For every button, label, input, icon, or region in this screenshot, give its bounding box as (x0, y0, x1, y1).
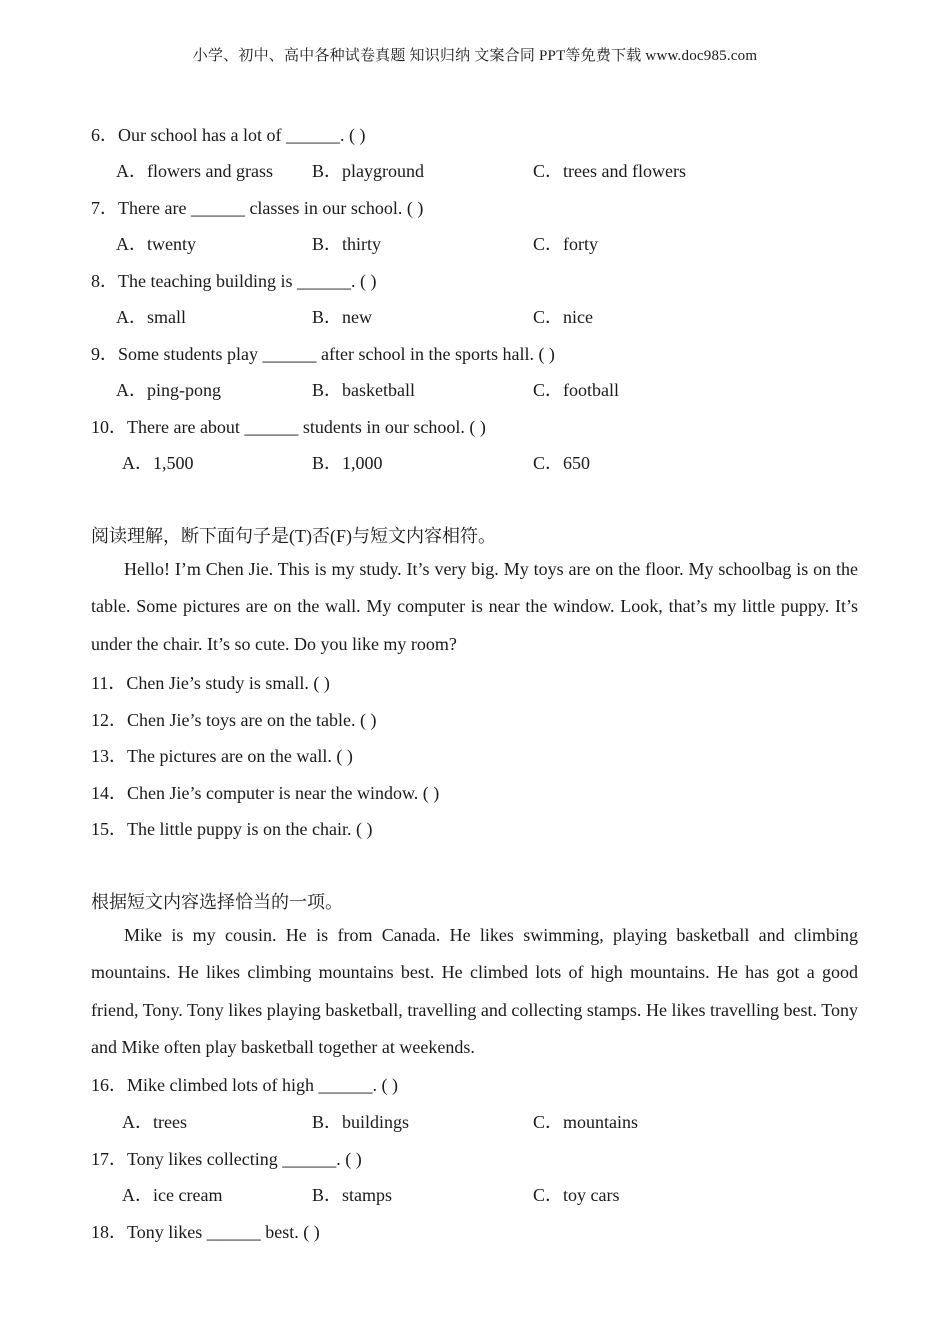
option-17a: A．ice cream (122, 1185, 223, 1205)
option-7b: B．thirty (312, 234, 382, 254)
option-8c: C．nice (533, 307, 593, 327)
section-instruction-choice: 根据短文内容选择恰当的一项。 (91, 892, 343, 912)
passage-chen-jie: Hello! I’m Chen Jie. This is my study. It’s very big. My toys are on the floor. My schoolbag is on the table. Some pictures are on the wall. My computer is near the window. Look, that’s my little puppy. It’s under the chair. It’s so cute. Do you like my room? (91, 559, 858, 654)
option-6b: B．playground (312, 161, 424, 181)
question-10: 10．There are about ______ students in our school. ( ) (91, 417, 486, 437)
option-6a: A．flowers and grass (116, 161, 273, 181)
option-9c: C．football (533, 380, 619, 400)
statement-11: 11．Chen Jie’s study is small. ( ) (91, 673, 330, 693)
option-9b: B．basketball (312, 380, 415, 400)
option-16c: C．mountains (533, 1112, 639, 1132)
question-9: 9．Some students play ______ after school in the sports hall. ( ) (91, 344, 555, 364)
option-16a: A．trees (122, 1112, 187, 1132)
option-10c: C．650 (533, 453, 591, 473)
statement-15: 15．The little puppy is on the chair. ( ) (91, 819, 373, 839)
option-17c: C．toy cars (533, 1185, 620, 1205)
statement-14: 14．Chen Jie’s computer is near the window. ( ) (91, 783, 440, 803)
option-6c: C．trees and flowers (533, 161, 686, 181)
question-7: 7．There are ______ classes in our school. ( ) (91, 198, 424, 218)
option-9a: A．ping-pong (116, 380, 221, 400)
question-6: 6．Our school has a lot of ______. ( ) (91, 125, 366, 145)
option-8a: A．small (116, 307, 186, 327)
question-17: 17．Tony likes collecting ______. ( ) (91, 1149, 362, 1169)
option-7c: C．forty (533, 234, 598, 254)
statement-12: 12．Chen Jie’s toys are on the table. ( ) (91, 710, 377, 730)
question-18: 18．Tony likes ______ best. ( ) (91, 1222, 320, 1242)
question-8: 8．The teaching building is ______. ( ) (91, 271, 377, 291)
option-16b: B．buildings (312, 1112, 410, 1132)
option-17b: B．stamps (312, 1185, 393, 1205)
statement-13: 13．The pictures are on the wall. ( ) (91, 746, 353, 766)
option-10a: A．1,500 (122, 453, 194, 473)
option-10b: B．1,000 (312, 453, 383, 473)
passage-mike: Mike is my cousin. He is from Canada. He likes swimming, playing basketball and climbing mountains. He likes climbing mountains best. He climbed lots of high mountains. He has got a good friend, Tony. Tony likes playing basketball, travelling and collecting stamps. He likes travelling best. Tony and Mike often play basketball together at weekends. (91, 925, 858, 1057)
section-instruction-reading: 阅读理解，断下面句子是(T)否(F)与短文内容相符。 (91, 526, 496, 546)
option-7a: A．twenty (116, 234, 196, 254)
page-header: 小学、初中、高中各种试卷真题 知识归纳 文案合同 PPT等免费下载 www.doc985.com (192, 48, 758, 64)
question-16: 16．Mike climbed lots of high ______. ( ) (91, 1075, 398, 1095)
option-8b: B．new (312, 307, 372, 327)
